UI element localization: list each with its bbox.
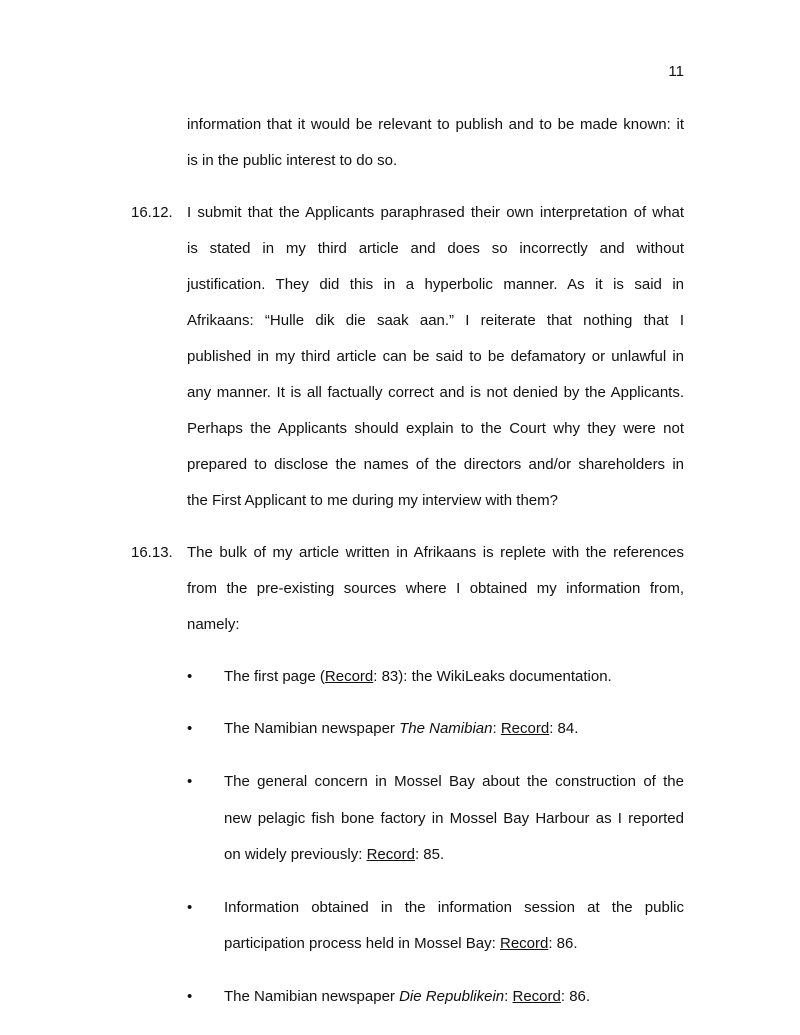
p1612-line-1: I submit that the Applicants paraphrased their own interpretation of what	[187, 204, 684, 221]
record-reference: Record	[324, 668, 374, 685]
intro-line-2: is in the public interest to do so.	[187, 152, 398, 169]
bullet-3-line-2: new pelagic fish bone factory in Mossel Bay Harbour as I reported	[224, 810, 684, 827]
publication-title: Die Republikein	[399, 988, 505, 1005]
p1612-line-8: prepared to disclose the names of the directors and/or shareholders in	[187, 456, 684, 473]
p1613-line-1: The bulk of my article written in Afrikaans is replete with the references	[187, 544, 684, 561]
bullet-1-icon: •	[187, 668, 193, 685]
intro-line-1: information that it would be relevant to publish and to be made known: it	[187, 116, 684, 133]
bullet-4-line-1: Information obtained in the information session at the public	[224, 899, 684, 916]
record-reference: Record	[500, 720, 550, 737]
bullet-1-text: The first page (Record: 83): the WikiLeaks documentation.	[224, 668, 612, 685]
bullet-5-text: The Namibian newspaper Die Republikein: Record: 86.	[224, 988, 591, 1005]
bullet-4-line-2: participation process held in Mossel Bay: Record: 86.	[224, 935, 578, 952]
bullet-4-icon: •	[187, 899, 193, 916]
bullet-5-icon: •	[187, 988, 193, 1005]
p1613-line-3: namely:	[187, 616, 240, 633]
record-reference: Record	[512, 988, 561, 1005]
paragraph-number-16-13: 16.13.	[131, 544, 173, 561]
bullet-3-line-3: on widely previously: Record: 85.	[224, 846, 445, 863]
record-reference: Record	[366, 846, 415, 863]
p1612-line-3: justification. They did this in a hyperbolic manner. As it is said in	[187, 276, 684, 293]
bullet-2-text: The Namibian newspaper The Namibian: Record: 84.	[224, 720, 579, 737]
p1612-line-5: published in my third article can be said to be defamatory or unlawful in	[187, 348, 684, 365]
p1612-line-9: the First Applicant to me during my interview with them?	[187, 492, 558, 509]
p1612-line-2: is stated in my third article and does so incorrectly and without	[187, 240, 684, 257]
publication-title: The Namibian	[399, 720, 493, 737]
bullet-2-icon: •	[187, 720, 193, 737]
bullet-3-line-1: The general concern in Mossel Bay about the construction of the	[224, 773, 684, 790]
p1612-line-7: Perhaps the Applicants should explain to the Court why they were not	[187, 420, 684, 437]
page-number: 11	[668, 63, 684, 80]
p1612-line-4: Afrikaans: “Hulle dik die saak aan.” I reiterate that nothing that I	[187, 312, 684, 329]
p1613-line-2: from the pre-existing sources where I obtained my information from,	[187, 580, 684, 597]
paragraph-number-16-12: 16.12.	[131, 204, 173, 221]
p1612-line-6: any manner. It is all factually correct and is not denied by the Applicants.	[187, 384, 684, 401]
record-reference: Record	[499, 935, 549, 952]
bullet-3-icon: •	[187, 773, 193, 790]
